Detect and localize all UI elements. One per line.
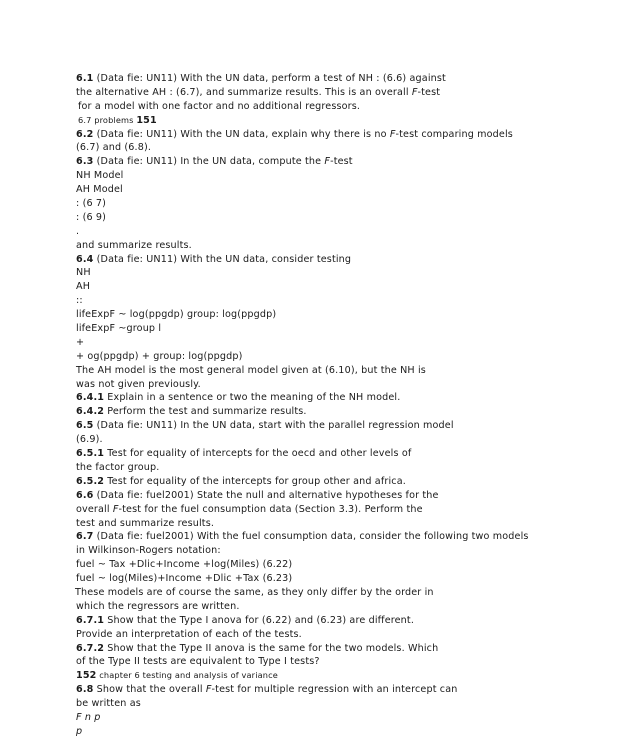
text-run: of the Type II tests are equivalent to Type I tests? <box>76 656 320 668</box>
text-line <box>76 72 640 86</box>
text-line <box>76 141 640 155</box>
text-line <box>76 461 640 475</box>
problem-number: 6.4.1 <box>76 392 105 404</box>
text-run: -test <box>330 156 353 168</box>
problem-number: 6.7.1 <box>76 614 105 626</box>
text-run: Provide an interpretation of each of the tests. <box>76 628 302 640</box>
text-line <box>76 669 640 683</box>
text-run: fuel ~ log(Miles)+Income +Dlic +Tax (6.23) <box>76 573 293 585</box>
text-line <box>78 100 640 114</box>
text-line <box>76 225 640 239</box>
text-run: (Data fie: UN11) In the UN data, start with the parallel regression model <box>93 420 454 432</box>
text-run: : (6 9) <box>76 211 107 223</box>
text-run: : (6 7) <box>76 198 107 210</box>
text-line <box>76 558 640 572</box>
text-line <box>76 433 640 447</box>
text-line <box>76 128 640 142</box>
text-run: + <box>76 336 85 348</box>
text-run: for a model with one factor and no additional regressors. <box>78 100 361 112</box>
text-line <box>76 614 640 628</box>
text-run: in Wilkinson-Rogers notation: <box>76 545 221 557</box>
text-run: (6.7) and (6.8). <box>76 142 152 154</box>
text-run: overall <box>76 503 113 515</box>
text-run: (Data fie: fuel2001) With the fuel consumption data, consider the following two models <box>93 531 529 543</box>
text-run: NH Model <box>76 170 124 182</box>
text-run: -test comparing models <box>395 128 513 140</box>
text-run: F <box>205 684 212 696</box>
problem-number: 6.4 <box>76 253 94 265</box>
text-line <box>76 475 640 489</box>
text-run: Show that the Type I anova for (6.22) and (6.23) are different. <box>104 614 415 626</box>
text-run: and summarize results. <box>76 239 192 251</box>
text-line <box>76 697 640 711</box>
text-line <box>76 211 640 225</box>
text-line <box>76 197 640 211</box>
text-run: F <box>324 156 331 168</box>
text-run: NH <box>76 267 91 279</box>
text-line <box>76 600 640 614</box>
problem-number: 6.8 <box>76 684 94 696</box>
text-run: p <box>76 725 83 737</box>
text-run: Show that the overall <box>93 684 206 696</box>
problem-number: 6.5.2 <box>76 475 105 487</box>
text-line <box>76 378 640 392</box>
text-line <box>76 419 640 433</box>
text-run: be written as <box>76 698 141 710</box>
text-line <box>76 489 640 503</box>
text-run: :: <box>76 295 83 307</box>
text-run: the factor group. <box>76 461 160 473</box>
text-line <box>76 517 640 531</box>
problem-number: 6.4.2 <box>76 406 105 418</box>
problem-number: 6.2 <box>76 128 94 140</box>
text-run: (Data fie: UN11) With the UN data, perform a test of NH : (6.6) against <box>93 73 446 84</box>
text-run: . <box>76 225 80 237</box>
text-run: AH Model <box>76 184 123 196</box>
text-line <box>76 266 640 280</box>
text-run: the alternative AH : (6.7), and summarize results. This is an overall <box>76 86 412 98</box>
problem-number: 6.6 <box>76 489 94 501</box>
text-line <box>76 642 640 656</box>
text-run: (Data fie: UN11) With the UN data, explain why there is no <box>93 128 390 140</box>
text-line <box>76 350 640 364</box>
text-run: Test for equality of intercepts for the oecd and other levels of <box>104 448 412 460</box>
text-run: Test for equality of the intercepts for group other and africa. <box>104 475 406 487</box>
text-line <box>76 183 640 197</box>
text-line <box>78 114 640 128</box>
text-line <box>76 530 640 544</box>
text-run: -test <box>417 86 441 98</box>
text-run: lifeExpF ~group l <box>76 323 162 335</box>
text-run: Perform the test and summarize results. <box>104 406 307 418</box>
text-line <box>76 628 640 642</box>
text-line <box>76 655 640 669</box>
text-line <box>76 405 640 419</box>
text-run: (Data fie: UN11) With the UN data, consider testing <box>93 253 352 265</box>
text-line <box>76 308 640 322</box>
text-run: -test for multiple regression with an intercept can <box>211 684 458 696</box>
text-line <box>76 683 640 697</box>
text-line <box>76 280 640 294</box>
text-run: (Data fie: UN11) In the UN data, compute the <box>93 156 325 168</box>
problem-number: 6.7 <box>76 531 94 543</box>
text-run: lifeExpF ~ log(ppgdp) group: log(ppgdp) <box>76 309 277 321</box>
text-line <box>76 336 640 350</box>
problem-number: 6.1 <box>76 73 94 84</box>
text-line <box>76 169 640 183</box>
text-run: F <box>389 128 396 140</box>
text-line <box>76 391 640 405</box>
text-line <box>76 711 640 725</box>
text-line <box>76 239 640 253</box>
text-line <box>76 155 640 169</box>
text-run: Show that the Type II anova is the same for the two models. Which <box>104 642 439 654</box>
problem-number: 6.3 <box>76 156 94 168</box>
text-run: These models are of course the same, as they only differ by the order in <box>75 586 434 598</box>
text-line <box>76 364 640 378</box>
problem-number: 6.5.1 <box>76 448 105 460</box>
text-run: F <box>411 86 418 98</box>
text-run: which the regressors are written. <box>76 600 240 612</box>
text-line <box>76 322 640 336</box>
text-run: -test for the fuel consumption data (Section 3.3). Perform the <box>118 503 423 515</box>
text-run: F <box>112 503 119 515</box>
text-run: fuel ~ Tax +Dlic+Income +log(Miles) (6.22) <box>76 559 293 571</box>
text-line <box>76 572 640 586</box>
text-run: AH <box>76 281 91 293</box>
text-line <box>76 447 640 461</box>
problem-number: 6.7.2 <box>76 642 105 654</box>
problem-number: 152 <box>76 670 97 682</box>
problem-number: 6.5 <box>76 420 94 432</box>
text-run: 6.7 problems <box>78 114 137 125</box>
text-line <box>76 544 640 558</box>
text-run: Explain in a sentence or two the meaning of the NH model. <box>104 392 401 404</box>
text-run: F n p <box>76 711 101 723</box>
text-line <box>76 503 640 517</box>
text-line <box>76 86 640 100</box>
text-line <box>76 725 640 739</box>
text-run: chapter 6 testing and analysis of variance <box>96 670 278 681</box>
text-run: (6.9). <box>76 434 103 446</box>
text-line <box>76 294 640 308</box>
text-run: test and summarize results. <box>76 517 215 529</box>
text-run: + og(ppgdp) + group: log(ppgdp) <box>76 350 243 362</box>
text-line <box>76 253 640 267</box>
problem-number: 151 <box>136 114 157 126</box>
text-line <box>75 586 640 600</box>
text-run: (Data fie: fuel2001) State the null and alternative hypotheses for the <box>93 489 439 501</box>
text-run: was not given previously. <box>76 378 201 390</box>
text-run: The AH model is the most general model given at (6.10), but the NH is <box>76 364 426 376</box>
